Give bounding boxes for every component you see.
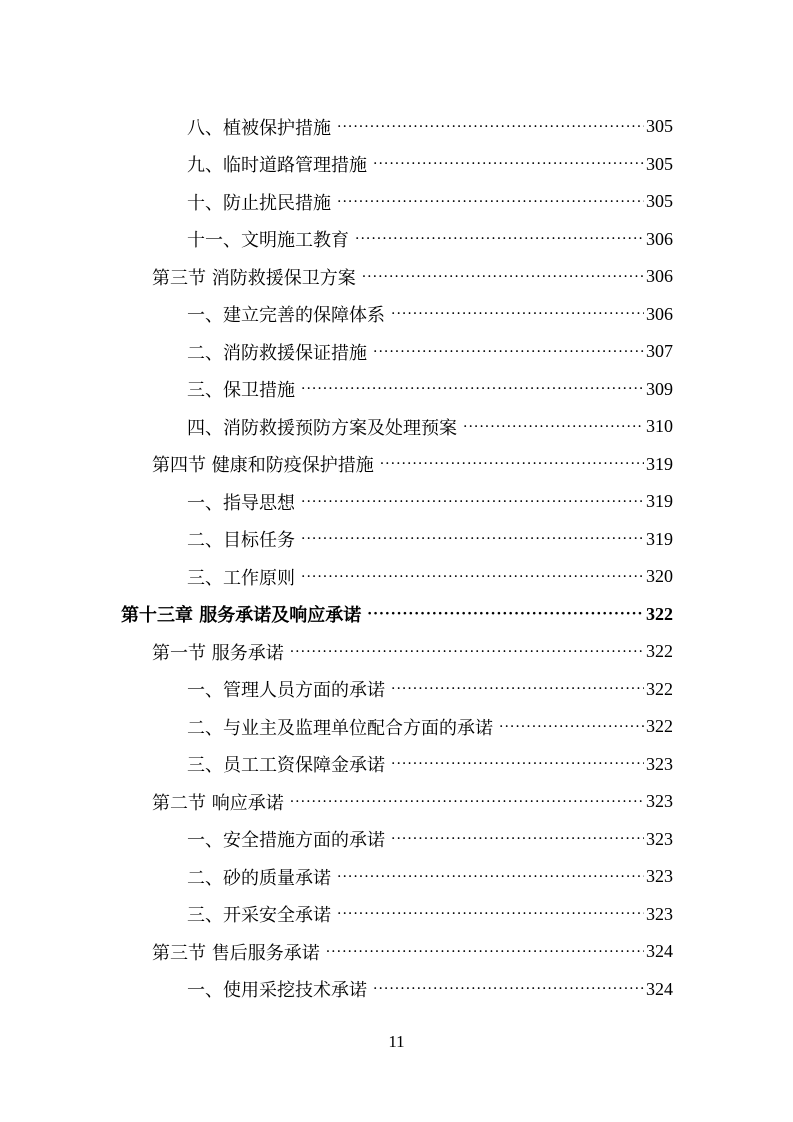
toc-section-entry[interactable] <box>0 783 793 821</box>
toc-subsection-entry[interactable] <box>0 371 793 409</box>
toc-section-entry[interactable] <box>0 933 793 971</box>
toc-dot-leader <box>301 530 644 548</box>
toc-entry-page: 307 <box>646 341 673 362</box>
toc-dot-leader <box>499 718 644 736</box>
toc-section-entry[interactable] <box>0 446 793 484</box>
toc-dot-leader <box>290 643 644 661</box>
toc-entry-title: 三、员工工资保障金承诺 <box>187 755 385 777</box>
toc-section-entry[interactable] <box>0 258 793 296</box>
toc-entry-page: 310 <box>646 416 673 437</box>
toc-subsection-entry[interactable] <box>0 896 793 934</box>
toc-entry-title: 第三节 消防救援保卫方案 <box>152 267 356 289</box>
toc-subsection-entry[interactable] <box>0 521 793 559</box>
toc-entry-title: 一、安全措施方面的承诺 <box>187 830 385 852</box>
toc-dot-leader <box>380 455 644 473</box>
toc-entry-page: 305 <box>646 116 673 137</box>
toc-entry-page: 323 <box>646 866 673 887</box>
toc-entry-page: 319 <box>646 528 673 549</box>
toc-entry-page: 322 <box>646 678 673 699</box>
toc-entry-page: 320 <box>646 566 673 587</box>
toc-dot-leader <box>391 755 644 773</box>
page-number: 11 <box>388 1032 405 1051</box>
toc-dot-leader <box>373 155 644 173</box>
toc-subsection-entry[interactable] <box>0 408 793 446</box>
toc-entry-page: 323 <box>646 753 673 774</box>
toc-entry-title: 第四节 健康和防疫保护措施 <box>152 455 374 477</box>
toc-dot-leader <box>362 268 644 286</box>
toc-entry-title: 二、消防救援保证措施 <box>187 342 367 364</box>
toc-entry-title: 二、目标任务 <box>187 530 295 552</box>
toc-entry-title: 十、防止扰民措施 <box>187 192 331 214</box>
toc-entry-page: 323 <box>646 791 673 812</box>
toc-dot-leader <box>301 568 644 586</box>
toc-entry-page: 322 <box>646 716 673 737</box>
toc-entry-page: 305 <box>646 191 673 212</box>
toc-entry-title: 一、建立完善的保障体系 <box>187 305 385 327</box>
toc-dot-leader <box>337 868 644 886</box>
toc-subsection-entry[interactable] <box>0 708 793 746</box>
toc-dot-leader <box>391 680 644 698</box>
toc-entry-page: 305 <box>646 153 673 174</box>
toc-subsection-entry[interactable] <box>0 971 793 1009</box>
toc-subsection-entry[interactable] <box>0 558 793 596</box>
toc-subsection-entry[interactable] <box>0 483 793 521</box>
toc-subsection-entry[interactable] <box>0 821 793 859</box>
toc-entry-page: 306 <box>646 228 673 249</box>
toc-subsection-entry[interactable] <box>0 108 793 146</box>
toc-entry-title: 第三节 售后服务承诺 <box>152 942 320 964</box>
toc-entry-title: 八、植被保护措施 <box>187 117 331 139</box>
toc-entry-page: 323 <box>646 828 673 849</box>
toc-subsection-entry[interactable] <box>0 671 793 709</box>
table-of-contents <box>0 108 793 1008</box>
toc-dot-leader <box>301 380 644 398</box>
toc-entry-title: 四、消防救援预防方案及处理预案 <box>187 417 457 439</box>
toc-subsection-entry[interactable] <box>0 183 793 221</box>
toc-entry-title: 三、保卫措施 <box>187 380 295 402</box>
toc-dot-leader <box>391 305 644 323</box>
toc-entry-title: 第二节 响应承诺 <box>152 792 284 814</box>
toc-dot-leader <box>290 793 644 811</box>
toc-entry-page: 319 <box>646 491 673 512</box>
toc-entry-title: 二、与业主及监理单位配合方面的承诺 <box>187 717 493 739</box>
toc-dot-leader <box>373 980 644 998</box>
toc-entry-page: 324 <box>646 941 673 962</box>
toc-entry-page: 322 <box>646 641 673 662</box>
toc-entry-page: 319 <box>646 453 673 474</box>
toc-dot-leader <box>301 493 644 511</box>
toc-entry-page: 306 <box>646 266 673 287</box>
toc-entry-title: 一、管理人员方面的承诺 <box>187 680 385 702</box>
toc-entry-page: 306 <box>646 303 673 324</box>
toc-subsection-entry[interactable] <box>0 333 793 371</box>
toc-dot-leader <box>337 118 644 136</box>
toc-dot-leader <box>337 905 644 923</box>
toc-entry-title: 一、指导思想 <box>187 492 295 514</box>
toc-entry-page: 323 <box>646 903 673 924</box>
toc-entry-page: 309 <box>646 378 673 399</box>
toc-entry-title: 三、开采安全承诺 <box>187 905 331 927</box>
toc-dot-leader <box>367 605 644 623</box>
toc-dot-leader <box>326 943 644 961</box>
toc-dot-leader <box>463 418 644 436</box>
toc-section-entry[interactable] <box>0 633 793 671</box>
toc-subsection-entry[interactable] <box>0 746 793 784</box>
toc-dot-leader <box>391 830 644 848</box>
toc-entry-title: 九、临时道路管理措施 <box>187 155 367 177</box>
toc-entry-title: 一、使用采挖技术承诺 <box>187 980 367 1002</box>
toc-entry-title: 三、工作原则 <box>187 567 295 589</box>
toc-entry-page: 322 <box>646 603 673 624</box>
toc-entry-title: 第一节 服务承诺 <box>152 642 284 664</box>
toc-dot-leader <box>355 230 644 248</box>
toc-dot-leader <box>337 193 644 211</box>
toc-subsection-entry[interactable] <box>0 146 793 184</box>
toc-entry-page: 324 <box>646 978 673 999</box>
toc-subsection-entry[interactable] <box>0 296 793 334</box>
toc-entry-title: 十一、文明施工教育 <box>187 230 349 252</box>
toc-subsection-entry[interactable] <box>0 858 793 896</box>
toc-entry-title: 第十三章 服务承诺及响应承诺 <box>121 605 362 627</box>
toc-dot-leader <box>373 343 644 361</box>
toc-chapter-entry[interactable] <box>0 596 793 634</box>
toc-subsection-entry[interactable] <box>0 221 793 259</box>
toc-entry-title: 二、砂的质量承诺 <box>187 867 331 889</box>
